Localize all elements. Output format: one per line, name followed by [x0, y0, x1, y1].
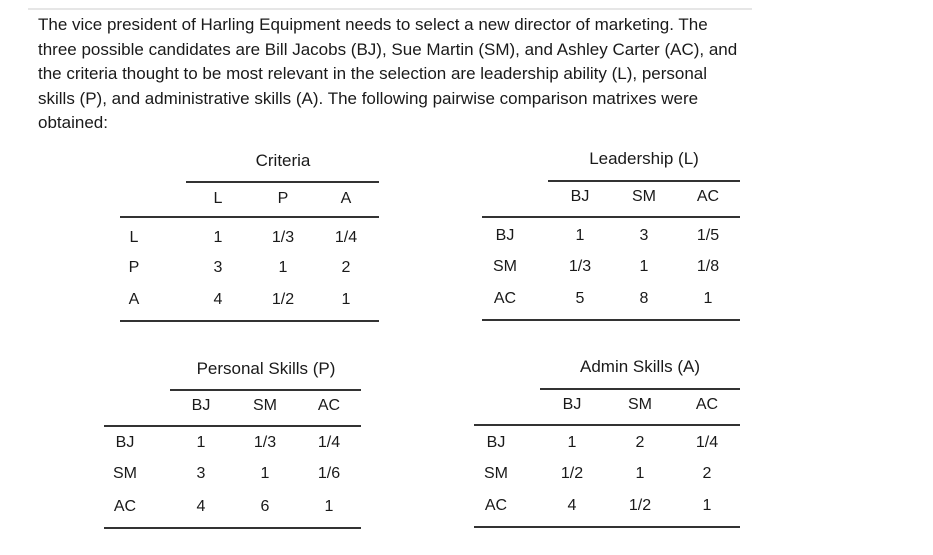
- matrix-cell: 1: [702, 497, 712, 514]
- row-label: AC: [484, 497, 508, 514]
- row-label: SM: [493, 258, 517, 275]
- header-bottom-rule: [104, 425, 361, 427]
- column-header: SM: [253, 397, 277, 414]
- matrix-cell: 2: [635, 434, 645, 451]
- column-header: L: [213, 190, 223, 207]
- column-header: AC: [696, 188, 720, 205]
- row-label: BJ: [486, 434, 506, 451]
- row-label: P: [128, 259, 140, 276]
- column-header: SM: [628, 396, 652, 413]
- matrix-cell: 1: [196, 434, 206, 451]
- column-header: AC: [317, 397, 341, 414]
- column-header: AC: [695, 396, 719, 413]
- matrix-cell: 1/2: [628, 497, 652, 514]
- matrix-cell: 1: [213, 229, 223, 246]
- header-rule: [540, 388, 740, 390]
- bottom-rule: [104, 527, 361, 529]
- matrix-cell: 6: [260, 498, 270, 515]
- matrix-cell: 3: [639, 227, 649, 244]
- matrix-cell: 4: [567, 497, 577, 514]
- header-rule: [170, 389, 361, 391]
- row-label: BJ: [495, 227, 515, 244]
- matrix-cell: 1/2: [560, 465, 584, 482]
- matrix-title: Personal Skills (P): [196, 359, 336, 378]
- row-label: SM: [484, 465, 508, 482]
- matrix-cell: 1/3: [253, 434, 277, 451]
- matrix-cell: 4: [213, 291, 223, 308]
- bottom-rule: [482, 319, 740, 321]
- matrix-cell: 1: [575, 227, 585, 244]
- row-label: L: [129, 229, 139, 246]
- matrix-cell: 3: [213, 259, 223, 276]
- column-header: A: [340, 190, 352, 207]
- matrix-cell: 1: [639, 258, 649, 275]
- problem-statement: The vice president of Harling Equipment needs to select a new director of marketing. The three possible candidates are Bill Jacobs (BJ), Sue Martin (SM), and Ashley Carter (AC), and the criteria thought to be most relevant in the selection are leadership ability (L), personal skills (P), and administrative skills (A). The following pairwise comparison matrixes were obtained:: [38, 15, 738, 132]
- matrix-cell: 3: [196, 465, 206, 482]
- matrix-title: Leadership (L): [589, 149, 699, 168]
- matrix-cell: 1: [703, 290, 713, 307]
- matrix-cell: 1: [567, 434, 577, 451]
- row-label: SM: [113, 465, 137, 482]
- header-rule: [186, 181, 379, 183]
- matrix-cell: 4: [196, 498, 206, 515]
- matrix-cell: 1/3: [271, 229, 295, 246]
- column-header: BJ: [570, 188, 590, 205]
- row-label: BJ: [115, 434, 135, 451]
- matrix-cell: 1/2: [271, 291, 295, 308]
- column-header: P: [277, 190, 289, 207]
- column-header: BJ: [562, 396, 582, 413]
- matrix-cell: 1/6: [317, 465, 341, 482]
- bottom-rule: [474, 526, 740, 528]
- header-bottom-rule: [482, 216, 740, 218]
- matrix-cell: 2: [341, 259, 351, 276]
- header-bottom-rule: [474, 424, 740, 426]
- matrix-cell: 8: [639, 290, 649, 307]
- matrix-cell: 1/8: [696, 258, 720, 275]
- matrix-cell: 1: [341, 291, 351, 308]
- matrix-cell: 1: [260, 465, 270, 482]
- row-label: A: [128, 291, 140, 308]
- header-rule: [548, 180, 740, 182]
- matrix-cell: 1/4: [317, 434, 341, 451]
- matrix-title: Admin Skills (A): [580, 357, 700, 376]
- row-label: AC: [493, 290, 517, 307]
- matrix-cell: 1: [324, 498, 334, 515]
- column-header: SM: [632, 188, 656, 205]
- matrix-title: Criteria: [255, 151, 311, 170]
- matrix-cell: 1/3: [568, 258, 592, 275]
- top-divider: [28, 8, 752, 10]
- matrix-cell: 1: [278, 259, 288, 276]
- header-bottom-rule: [120, 216, 379, 218]
- bottom-rule: [120, 320, 379, 322]
- matrix-cell: 5: [575, 290, 585, 307]
- matrix-cell: 1: [635, 465, 645, 482]
- column-header: BJ: [191, 397, 211, 414]
- matrix-cell: 1/5: [696, 227, 720, 244]
- matrix-cell: 2: [702, 465, 712, 482]
- matrix-cell: 1/4: [334, 229, 358, 246]
- row-label: AC: [113, 498, 137, 515]
- matrix-cell: 1/4: [695, 434, 719, 451]
